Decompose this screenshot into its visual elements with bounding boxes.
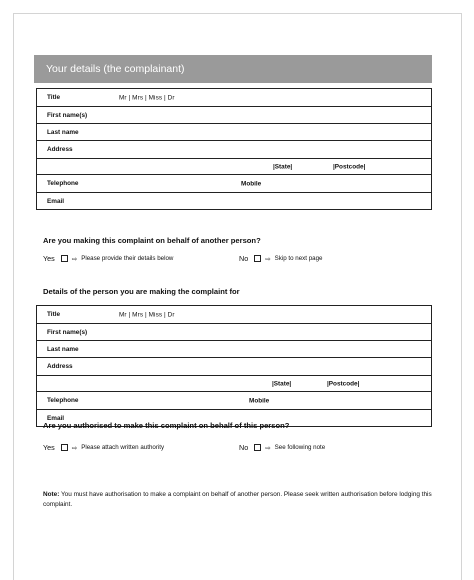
postcode-label: |Postcode| bbox=[333, 163, 366, 170]
complainant-details-form bbox=[36, 88, 432, 210]
no-checkbox[interactable] bbox=[254, 444, 261, 451]
state-label: |State| bbox=[273, 163, 293, 170]
question-authorised-answers bbox=[43, 443, 164, 452]
telephone-label: Telephone bbox=[47, 180, 79, 187]
title-label: Title bbox=[47, 311, 61, 318]
title-options[interactable]: Mr | Mrs | Miss | Dr bbox=[119, 94, 175, 101]
telephone-label: Telephone bbox=[47, 397, 79, 404]
question-on-behalf-no bbox=[239, 254, 322, 263]
section-header-text: Your details (the complainant) bbox=[46, 63, 185, 75]
question-on-behalf: Are you making this complaint on behalf of another person? bbox=[43, 236, 261, 245]
address-line-2-field[interactable] bbox=[37, 159, 432, 175]
email-label: Email bbox=[47, 414, 65, 422]
no-label: No bbox=[239, 254, 249, 263]
no-hint: See following note bbox=[274, 444, 326, 451]
no-hint: Skip to next page bbox=[274, 255, 323, 262]
address-line-2-field[interactable] bbox=[37, 376, 432, 392]
email-label: Email bbox=[47, 197, 65, 205]
arrow-right-icon: ⇨ bbox=[71, 255, 78, 263]
arrow-right-icon: ⇨ bbox=[265, 255, 271, 263]
title-field[interactable] bbox=[37, 89, 432, 107]
first-name-label: First name(s) bbox=[47, 328, 88, 336]
note-text: You must have authorisation to make a complaint on behalf of another person. Please seek written authorisation before lodging this complaint. bbox=[43, 491, 432, 508]
telephone-field[interactable] bbox=[37, 392, 432, 410]
address-label: Address bbox=[47, 146, 73, 153]
mobile-label: Mobile bbox=[249, 397, 270, 404]
first-name-label: First name(s) bbox=[47, 111, 88, 119]
question-authorised: Are you authorised to make this complaint on behalf of this person? bbox=[43, 421, 290, 430]
yes-label: Yes bbox=[43, 443, 55, 452]
no-checkbox[interactable] bbox=[254, 255, 261, 262]
last-name-field[interactable] bbox=[37, 124, 432, 141]
first-name-field[interactable] bbox=[37, 324, 432, 341]
address-field[interactable] bbox=[37, 141, 432, 159]
question-authorised-no bbox=[239, 443, 325, 452]
state-label: |State| bbox=[272, 380, 292, 387]
yes-hint: Please provide their details below bbox=[81, 255, 174, 262]
mobile-label: Mobile bbox=[241, 180, 262, 187]
title-label: Title bbox=[47, 94, 61, 101]
yes-checkbox[interactable] bbox=[61, 444, 68, 451]
section-header-other-person: Details of the person you are making the complaint for bbox=[43, 287, 240, 296]
authorisation-note bbox=[43, 490, 433, 509]
address-label: Address bbox=[47, 363, 73, 370]
telephone-field[interactable] bbox=[37, 175, 432, 193]
yes-hint: Please attach written authority bbox=[81, 444, 165, 451]
address-field[interactable] bbox=[37, 358, 432, 376]
title-field[interactable] bbox=[37, 306, 432, 324]
arrow-right-icon: ⇨ bbox=[265, 444, 271, 452]
title-options[interactable]: Mr | Mrs | Miss | Dr bbox=[119, 311, 175, 318]
postcode-label: |Postcode| bbox=[327, 380, 360, 387]
email-field[interactable] bbox=[37, 193, 432, 210]
last-name-field[interactable] bbox=[37, 341, 432, 358]
last-name-label: Last name bbox=[47, 128, 79, 136]
note-label: Note: bbox=[43, 491, 60, 498]
last-name-label: Last name bbox=[47, 345, 79, 353]
arrow-right-icon: ⇨ bbox=[71, 444, 78, 452]
first-name-field[interactable] bbox=[37, 107, 432, 124]
section-header-complainant bbox=[34, 55, 432, 83]
yes-checkbox[interactable] bbox=[61, 255, 68, 262]
question-on-behalf-answers bbox=[43, 254, 173, 263]
yes-label: Yes bbox=[43, 254, 55, 263]
no-label: No bbox=[239, 443, 249, 452]
other-person-details-form bbox=[36, 305, 432, 427]
